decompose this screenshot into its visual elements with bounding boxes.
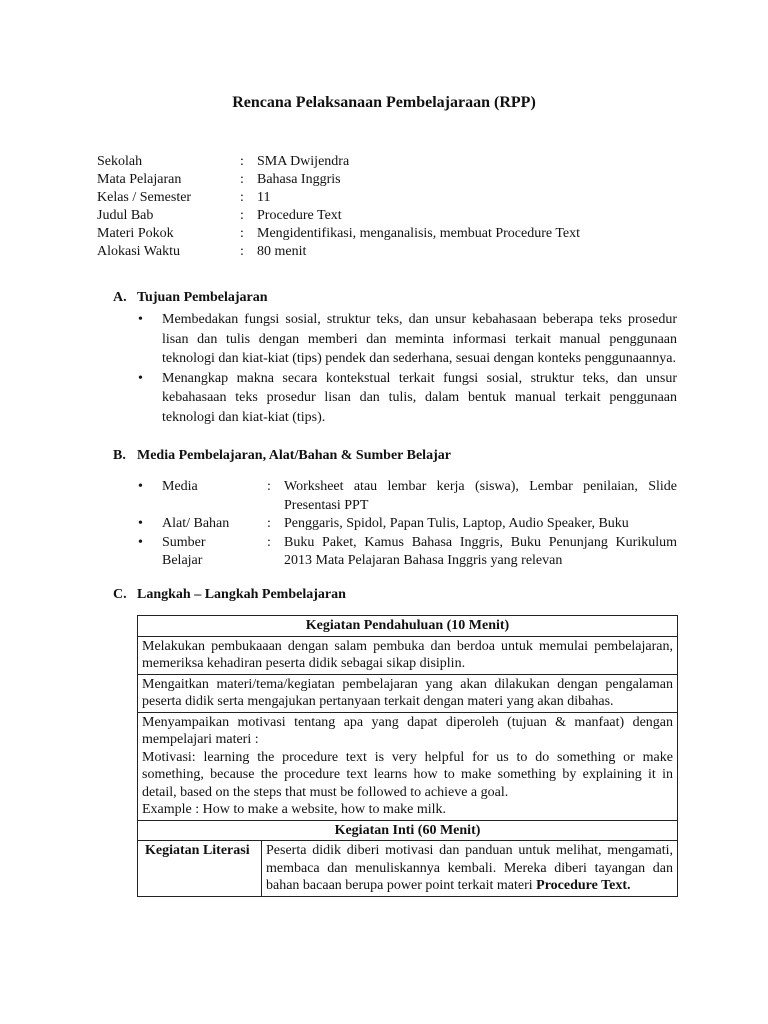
bullet-icon: • bbox=[138, 370, 143, 386]
info-row bbox=[97, 153, 580, 171]
list-item bbox=[137, 515, 677, 534]
section-number: B. bbox=[113, 448, 126, 463]
item-label: Sumber Belajar bbox=[162, 534, 206, 568]
colon: : bbox=[240, 244, 244, 259]
info-key: Mata Pelajaran bbox=[97, 172, 182, 187]
info-value: 11 bbox=[257, 190, 271, 205]
table-cell: Mengaitkan materi/tema/kegiatan pembelajaran yang akan dilakukan dengan pengalaman peserta didik serta mengajukan pertanyaan terkait dengan materi yang akan dibahas. bbox=[138, 674, 678, 712]
section-b-list bbox=[137, 478, 677, 571]
info-key: Sekolah bbox=[97, 154, 143, 169]
list-item-text: Membedakan fungsi sosial, struktur teks, dan unsur kebahasaan beberapa teks prosedur lisan dan tulis dengan memberi dan meminta informasi terkait manual penggunaan teknologi dan kiat-kiat (tips) pendek dan sederhana, sesuai dengan konteks penggunaannya. bbox=[162, 312, 677, 366]
section-number: A. bbox=[113, 290, 127, 305]
section-title: Media Pembelajaran, Alat/Bahan & Sumber Belajar bbox=[137, 448, 451, 463]
info-value: SMA Dwijendra bbox=[257, 154, 350, 169]
table-row bbox=[138, 712, 678, 820]
info-key: Alokasi Waktu bbox=[97, 244, 180, 259]
table-header: Kegiatan Pendahuluan (10 Menit) bbox=[138, 616, 678, 637]
table-cell: Melakukan pembukaaan dengan salam pembuka dan berdoa untuk memulai pembelajaran, memeriksa kehadiran peserta didik sebagai sikap disiplin. bbox=[138, 636, 678, 674]
colon: : bbox=[240, 208, 244, 223]
section-c-heading bbox=[113, 587, 346, 603]
info-row bbox=[97, 243, 580, 261]
info-row bbox=[97, 207, 580, 225]
item-value: Worksheet atau lembar kerja (siswa), Lembar penilaian, Slide Presentasi PPT bbox=[284, 479, 677, 513]
activities-table bbox=[137, 615, 678, 897]
page-title: Rencana Pelaksanaan Pembelajaraan (RPP) bbox=[232, 94, 536, 111]
info-key: Kelas / Semester bbox=[97, 190, 192, 205]
bullet-icon: • bbox=[138, 534, 143, 550]
item-value: Penggaris, Spidol, Papan Tulis, Laptop, Audio Speaker, Buku bbox=[284, 516, 629, 531]
list-item bbox=[137, 369, 677, 428]
info-row bbox=[97, 189, 580, 207]
table-cell bbox=[138, 712, 678, 820]
table-row bbox=[138, 841, 678, 897]
table-cell bbox=[262, 841, 678, 897]
colon: : bbox=[240, 172, 244, 187]
section-title: Langkah – Langkah Pembelajaran bbox=[137, 587, 346, 602]
table-row bbox=[138, 636, 678, 674]
info-value: 80 menit bbox=[257, 244, 307, 259]
motivation-intro: Menyampaikan motivasi tentang apa yang dapat diperoleh (tujuan & manfaat) dengan mempelajari materi : bbox=[142, 714, 673, 747]
list-item bbox=[137, 310, 677, 369]
section-number: C. bbox=[113, 587, 127, 602]
example-text: Example : How to make a website, how to make milk. bbox=[142, 802, 447, 817]
section-a-list bbox=[137, 310, 677, 427]
item-label: Alat/ Bahan bbox=[162, 516, 230, 531]
info-key: Materi Pokok bbox=[97, 226, 174, 241]
list-item bbox=[137, 534, 677, 571]
colon: : bbox=[267, 479, 271, 494]
table-header: Kegiatan Inti (60 Menit) bbox=[138, 820, 678, 841]
bullet-icon: • bbox=[138, 516, 143, 531]
colon: : bbox=[240, 226, 244, 241]
section-b-heading bbox=[113, 448, 451, 464]
table-cell-label: Kegiatan Literasi bbox=[138, 841, 262, 897]
list-item-text: Menangkap makna secara kontekstual terkait fungsi sosial, struktur teks, dan unsur kebahasaan teks prosedur lisan dan tulis, dalam bentuk manual terkait penggunaan teknologi dan kiat-kiat (tips). bbox=[162, 370, 677, 425]
table-row bbox=[138, 820, 678, 841]
info-row bbox=[97, 225, 580, 243]
section-a-heading bbox=[113, 290, 268, 306]
info-row bbox=[97, 171, 580, 189]
info-table bbox=[97, 153, 580, 261]
table-row bbox=[138, 674, 678, 712]
colon: : bbox=[240, 190, 244, 205]
bullet-icon: • bbox=[138, 312, 143, 327]
info-key: Judul Bab bbox=[97, 208, 154, 223]
info-value: Mengidentifikasi, menganalisis, membuat Procedure Text bbox=[257, 226, 581, 241]
item-label: Media bbox=[162, 479, 198, 494]
colon: : bbox=[267, 534, 271, 550]
section-title: Tujuan Pembelajaran bbox=[137, 290, 268, 305]
item-value: Buku Paket, Kamus Bahasa Inggris, Buku Penunjang Kurikulum 2013 Mata Pelajaran Bahasa Inggris yang relevan bbox=[284, 534, 677, 568]
colon: : bbox=[240, 154, 244, 169]
info-value: Bahasa Inggris bbox=[257, 172, 341, 187]
bullet-icon: • bbox=[138, 479, 143, 494]
list-item bbox=[137, 478, 677, 515]
literasi-text: Peserta didik diberi motivasi dan panduan untuk melihat, mengamati, membaca dan menuliskannya kembali. Mereka diberi tayangan dan bahan bacaan berupa power point terkait materi bbox=[266, 843, 673, 893]
info-value: Procedure Text bbox=[257, 208, 342, 223]
literasi-bold: Procedure Text. bbox=[536, 878, 631, 893]
colon: : bbox=[267, 516, 271, 531]
table-row bbox=[138, 616, 678, 637]
motivation-text: Motivasi: learning the procedure text is very helpful for us to do something or make something, because the procedure text learns how to make something by explaining it in detail, based on the steps that must be followed to achieve a goal. bbox=[142, 749, 673, 800]
